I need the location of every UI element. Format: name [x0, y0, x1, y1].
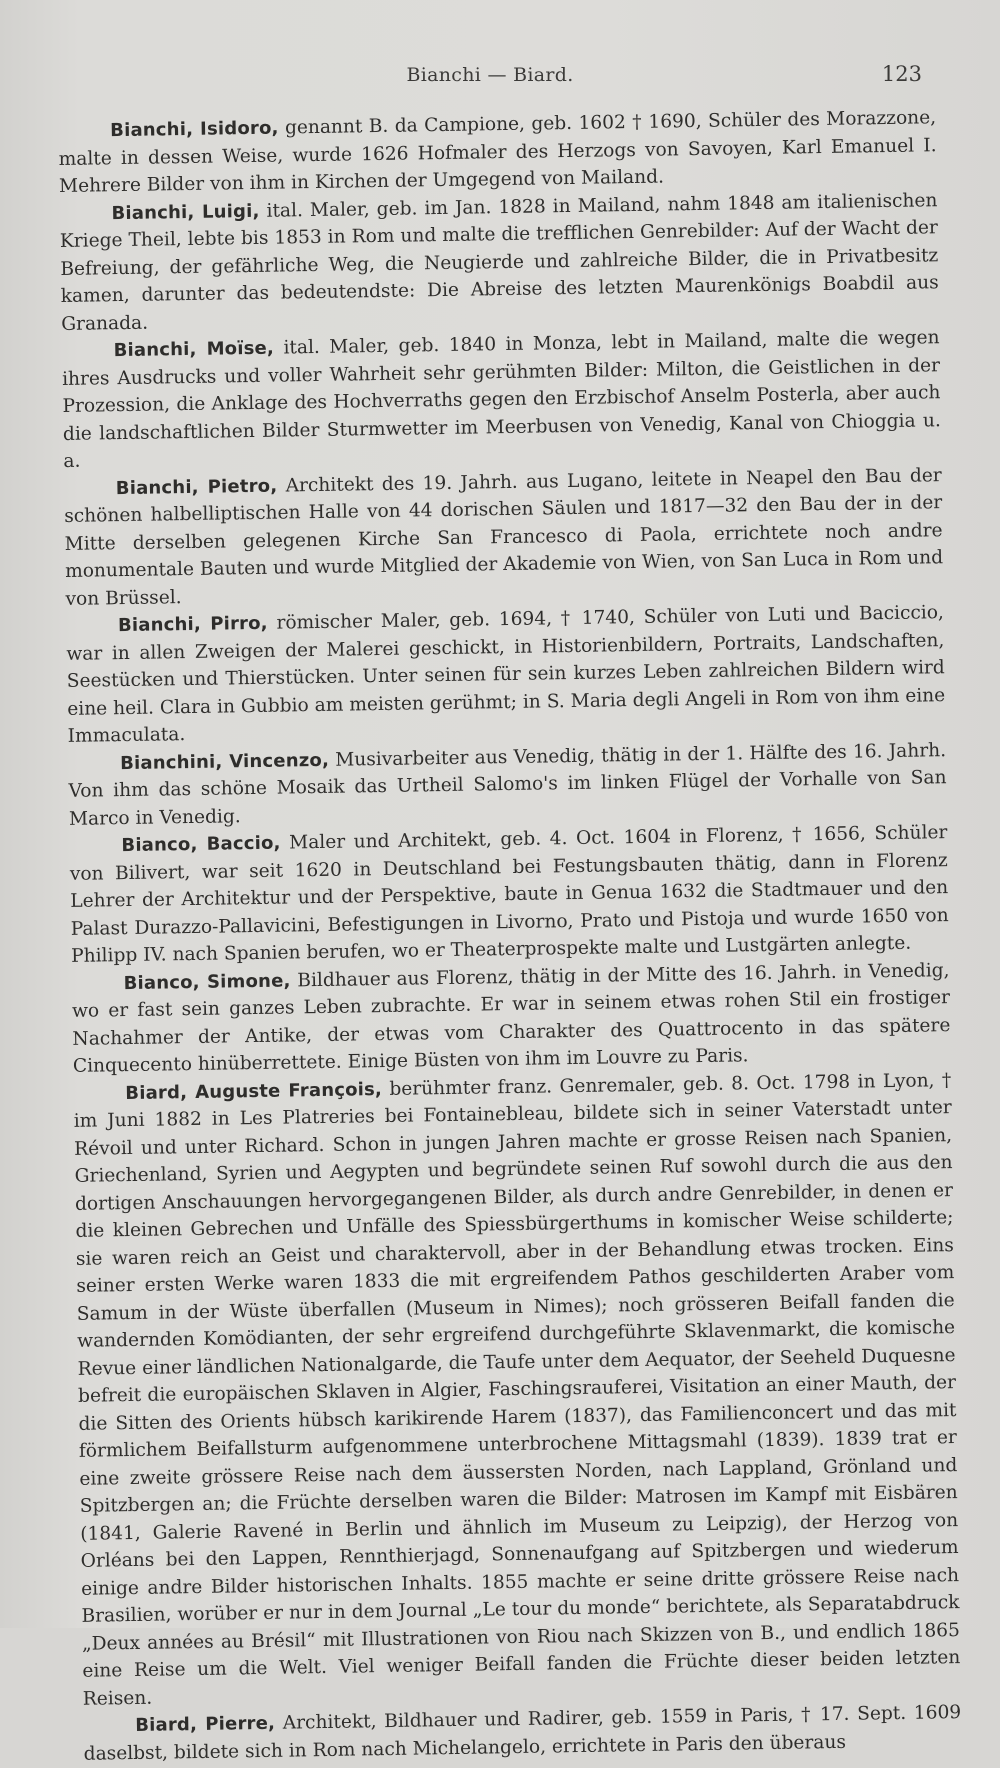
entry-bianco-baccio — [69, 819, 949, 970]
entry-headword: Bianchi, Pirro, — [117, 612, 268, 637]
page-header — [60, 58, 920, 98]
entry-bianchi-moise — [61, 324, 941, 475]
entry-headword: Bianchi, Luigi, — [111, 200, 260, 224]
page-number: 123 — [881, 62, 922, 86]
entry-headword: Bianchi, Isidoro, — [110, 117, 279, 142]
entry-headword: Bianchini, Vincenzo, — [119, 749, 330, 774]
dictionary-entries — [58, 104, 962, 1768]
entry-biard-auguste — [73, 1067, 961, 1713]
entry-text: Architekt des 19. Jahrh. aus Lugano, leitete in Neapel den Bau der schönen halbelliptischen Halle von 44 dorischen Säulen und 1817—32 den Bau der in der Mitte derselben gelegenen Kirche San Francesco di Paola, errichtete noch andre monumentale Bauten und wurde Mitglied der Akademie von Wien, von San Luca in Rom und von Brüssel. — [64, 464, 944, 610]
entry-bianchini-vincenzo — [68, 737, 947, 833]
entry-text: Architekt, Bildhauer und Radirer, geb. 1559 in Paris, † 17. Sept. 1609 daselbst, bildete sich in Rom nach Michelangelo, errichtete in Paris den überaus — [83, 1702, 962, 1765]
entry-text: berühmter franz. Genremaler, geb. 8. Oct. 1798 in Lyon, † im Juni 1882 in Les Platreries bei Fontainebleau, bildete sich in seiner Vaterstadt unter Révoil und unter Richard. Schon in jungen Jahren machte er grosse Reisen nach Spanien, Griechenland, Syrien und Aegypten und begründete seinen Ruf sowohl durch die aus den dortigen Anschauungen hervorgegangenen Bilder, als durch andre Genrebilder, in denen er die kleinen Gebrechen und Unfälle des Spiessbürgerthums in komischer Weise schilderte; sie waren reich an Geist und charaktervoll, aber in der Behandlung etwas trocken. Eins seiner ersten Werke waren 1833 die mit ergreifendem Pathos geschilderten Araber vom Samum in der Wüste überfallen (Museum in Nimes); noch grösseren Beifall fanden die wandernden Komödianten, der sehr ergreifend durchgeführte Sklavenmarkt, die komische Revue einer ländlichen Nationalgarde, die Taufe unter dem Aequator, der Seeheld Duquesne befreit die europäischen Sklaven in Algier, Faschingsrauferei, Visitation an einer Mauth, der die Sitten des Orients hübsch karikirende Harem (1837), das Familienconcert und das mit förmlichem Beifallsturm aufgenommene unterbrochene Mittagsmahl (1839). 1839 trat er eine zweite grössere Reise nach dem äussersten Norden, nach Lappland, Grönland und Spitzbergen an; die Früchte derselben waren die Bilder: Matrosen im Kampf mit Eisbären (1841, Galerie Ravené in Berlin und ähnlich im Museum zu Leipzig), der Herzog von Orléans bei den Lappen, Rennthierjagd, Sonnenaufgang auf Spitzbergen und wiederum einige andre Bilder historischen Inhalts. 1855 machte er seine dritte grössere Reise nach Brasilien, worüber er nur in dem Journal „Le tour du monde“ berichtete, als Separatabdruck „Deux années au Brésil“ mit Illustrationen von Riou nach Skizzen von B., und endlich 1865 eine Reise um die Welt. Viel weniger Beifall fanden die Früchte dieser beiden letzten Reisen. — [73, 1069, 961, 1710]
entry-text: ital. Maler, geb. 1840 in Monza, lebt in Mailand, malte die wegen ihres Ausdrucks und voller Wahrheit sehr gerühmten Bilder: Milton, die Geistlichen in der Prozession, die Anklage des Hochverraths gegen den Erzbischof Anselm Posterla, aber auch die landschaftlichen Bilder Sturmwetter im Meerbusen von Venedig, Kanal von Chioggia u. a. — [61, 327, 942, 472]
entry-headword: Biard, Auguste François, — [125, 1078, 383, 1104]
running-title: Bianchi — Biard. — [406, 64, 574, 86]
entry-text: Maler und Architekt, geb. 4. Oct. 1604 in Florenz, † 1656, Schüler von Bilivert, war seit 1620 in Deutschland bei Festungsbauten thätig, dann in Florenz Lehrer der Architektur und der Perspektive, baute in Genua 1632 die Stadtmauer und den Palast Durazzo-Pallavicini, Befestigungen in Livorno, Prato und Pistoja und wurde 1650 von Philipp IV. nach Spanien berufen, wo er Theaterprospekte malte und Lustgärten anlegte. — [69, 822, 949, 967]
entry-bianchi-isidoro — [58, 104, 937, 200]
entry-text: römischer Maler, geb. 1694, † 1740, Schüler von Luti und Baciccio, war in allen Zweigen der Malerei geschickt, in Historienbildern, Portraits, Landschaften, Seestücken und Thierstücken. Unter seinen für sein kurzes Leben zahlreichen Bildern wird eine heil. Clara in Gubbio am meisten gerühmt; in S. Maria degli Angeli in Rom von ihm eine Immaculata. — [66, 602, 946, 747]
entry-headword: Bianco, Baccio, — [121, 832, 281, 857]
entry-headword: Biard, Pierre, — [135, 1712, 276, 1736]
entry-headword: Bianchi, Moïse, — [113, 337, 275, 362]
entry-bianco-simone — [71, 957, 951, 1081]
entry-bianchi-pietro — [64, 462, 944, 613]
entry-bianchi-luigi — [59, 187, 939, 338]
entry-headword: Bianco, Simone, — [123, 969, 291, 994]
entry-text: ital. Maler, geb. im Jan. 1828 in Mailand, nahm 1848 am italienischen Kriege Theil, lebte bis 1853 in Rom und malte die trefflichen Genrebilder: Auf der Wacht der Befreiung, der gefährliche Weg, die Neugierde und zahlreiche Bilder, die in Privatbesitz kamen, darunter das bedeutendste: Die Abreise des letzten Maurenkönigs Boabdil aus Granada. — [59, 189, 939, 335]
entry-text: Musivarbeiter aus Venedig, thätig in der 1. Hälfte des 16. Jahrh. Von ihm das schöne Mosaik das Urtheil Salomo's im linken Flügel der Vorhalle von San Marco in Venedig. — [68, 739, 947, 830]
entry-bianchi-pirro — [66, 599, 946, 750]
entry-text: genannt B. da Campione, geb. 1602 † 1690, Schüler des Morazzone, malte in dessen Weise, wurde 1626 Hofmaler des Herzogs von Savoyen, Karl Emanuel I. Mehrere Bilder von ihm in Kirchen der Umgegend von Mailand. — [58, 107, 937, 197]
entry-headword: Bianchi, Pietro, — [115, 475, 278, 499]
entry-text: Bildhauer aus Florenz, thätig in der Mitte des 16. Jahrh. in Venedig, wo er fast sein ganzes Leben zubrachte. Er war in seinem etwas rohen Stil ein frostiger Nachahmer der Antike, der etwas vom Charakter des Quattrocento in das spätere Cinquecento hinüberrettete. Einige Büsten von ihm im Louvre zu Paris. — [71, 959, 951, 1077]
